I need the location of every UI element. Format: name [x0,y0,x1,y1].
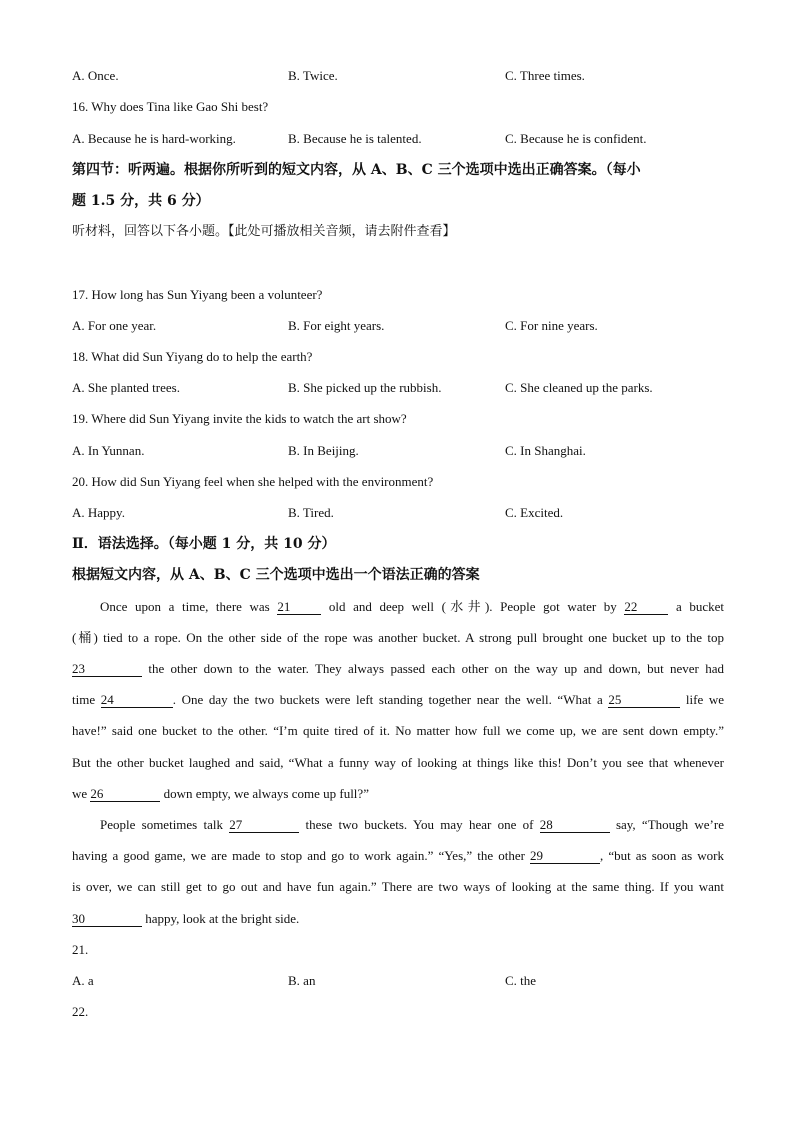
q16-options [72,130,724,148]
option-c: C. Because he is confident. [505,131,647,146]
option-b: B. She picked up the rubbish. [288,380,442,395]
passage-text: , “but as soon as work [600,848,724,863]
option-b: B. In Beijing. [288,443,359,458]
option-a: A. In Yunnan. [72,443,145,458]
passage-text: a bucket [668,599,725,614]
passage-text: old and deep well (水井). People got water by [321,599,625,614]
passage-line: have!” said one bucket to the other. “I’m quite tired of it. No matter how full we come up, we are sent down empty.” [72,723,724,738]
blank-29: 29 [530,848,600,864]
q15-options [72,67,724,85]
passage-text: life we [680,692,725,707]
question-22-number: 22. [72,1004,89,1019]
passage-line [72,691,724,709]
passage-text: having a good game, we are made to stop and go to work again.” “Yes,” the other [72,848,530,863]
question-16: 16. Why does Tina like Gao Shi best? [72,99,269,114]
option-a: A. Happy. [72,505,125,520]
option-c: C. Three times. [505,68,585,83]
passage-line [72,847,724,865]
blank-21: 21 [277,599,321,615]
blank-24: 24 [101,692,173,708]
option-a: A. She planted trees. [72,380,180,395]
blank-25: 25 [608,692,680,708]
passage-line [72,660,724,678]
passage-text: say, “Though we’re [609,817,724,832]
option-c: C. the [505,973,537,988]
option-c: C. Excited. [505,505,564,520]
question-20: 20. How did Sun Yiyang feel when she helped with the environment? [72,474,434,489]
section4-instruction: 听材料，回答以下各小题。【此处可播放相关音频，请去附件查看】 [72,224,456,239]
q20-options [72,504,724,522]
option-a: A. For one year. [72,318,157,333]
passage-line: But the other bucket laughed and said, “What a funny way of looking at things like this! Don’t you see that whenever [72,755,724,770]
blank-30: 30 [72,911,142,927]
blank-23: 23 [72,661,142,677]
passage-text: happy, look at the bright side. [142,911,300,926]
section2-instruction: 根据短文内容，从 A、B、C 三个选项中选出一个语法正确的答案 [72,567,480,583]
passage-text: the other down to the water. They always passed each other on the way up and down, but never had [142,661,724,676]
question-19: 19. Where did Sun Yiyang invite the kids to watch the art show? [72,411,407,426]
section2-title: Ⅱ．语法选择。（每小题 1 分，共 10 分） [72,536,336,552]
option-c: C. In Shanghai. [505,443,586,458]
q19-options [72,442,724,460]
passage-line: is over, we can still get to go out and have fun again.” There are two ways of looking at the same thing. If you want [72,879,724,894]
section4-title-line2: 题 1.5 分，共 6 分） [72,193,210,209]
blank-26: 26 [90,786,160,802]
option-a: A. a [72,973,94,988]
passage-line [72,910,724,928]
option-a: A. Once. [72,68,119,83]
q17-options [72,317,724,335]
passage-line [72,816,724,834]
blank-28: 28 [540,817,610,833]
passage-text: we [72,786,91,801]
passage-text: People sometimes talk [100,817,230,832]
q18-options [72,379,724,397]
section4-title-line1: 第四节：听两遍。根据你所听到的短文内容，从 A、B、C 三个选项中选出正确答案。（每小 [72,162,641,178]
question-21-number: 21. [72,942,89,957]
option-b: B. Twice. [288,68,338,83]
option-c: C. She cleaned up the parks. [505,380,653,395]
passage-text: these two buckets. You may hear one of [299,817,540,832]
passage-text: . One day the two buckets were left standing together near the well. “What a [172,692,609,707]
passage-text: time [72,692,101,707]
option-b: B. Tired. [288,505,334,520]
passage-text: down empty, we always come up full?” [160,786,369,801]
option-b: B. an [288,973,316,988]
question-17: 17. How long has Sun Yiyang been a volunteer? [72,287,323,302]
passage-line [72,598,724,616]
blank-22: 22 [624,599,668,615]
q21-options [72,972,724,990]
passage-line: (桶) tied to a rope. On the other side of the rope was another bucket. A strong pull brought one bucket up to the top [72,630,724,645]
option-b: B. For eight years. [288,318,385,333]
passage-text: Once upon a time, there was [100,599,278,614]
option-c: C. For nine years. [505,318,598,333]
option-b: B. Because he is talented. [288,131,422,146]
blank-27: 27 [229,817,299,833]
passage-line [72,785,724,803]
option-a: A. Because he is hard-working. [72,131,236,146]
question-18: 18. What did Sun Yiyang do to help the earth? [72,349,313,364]
